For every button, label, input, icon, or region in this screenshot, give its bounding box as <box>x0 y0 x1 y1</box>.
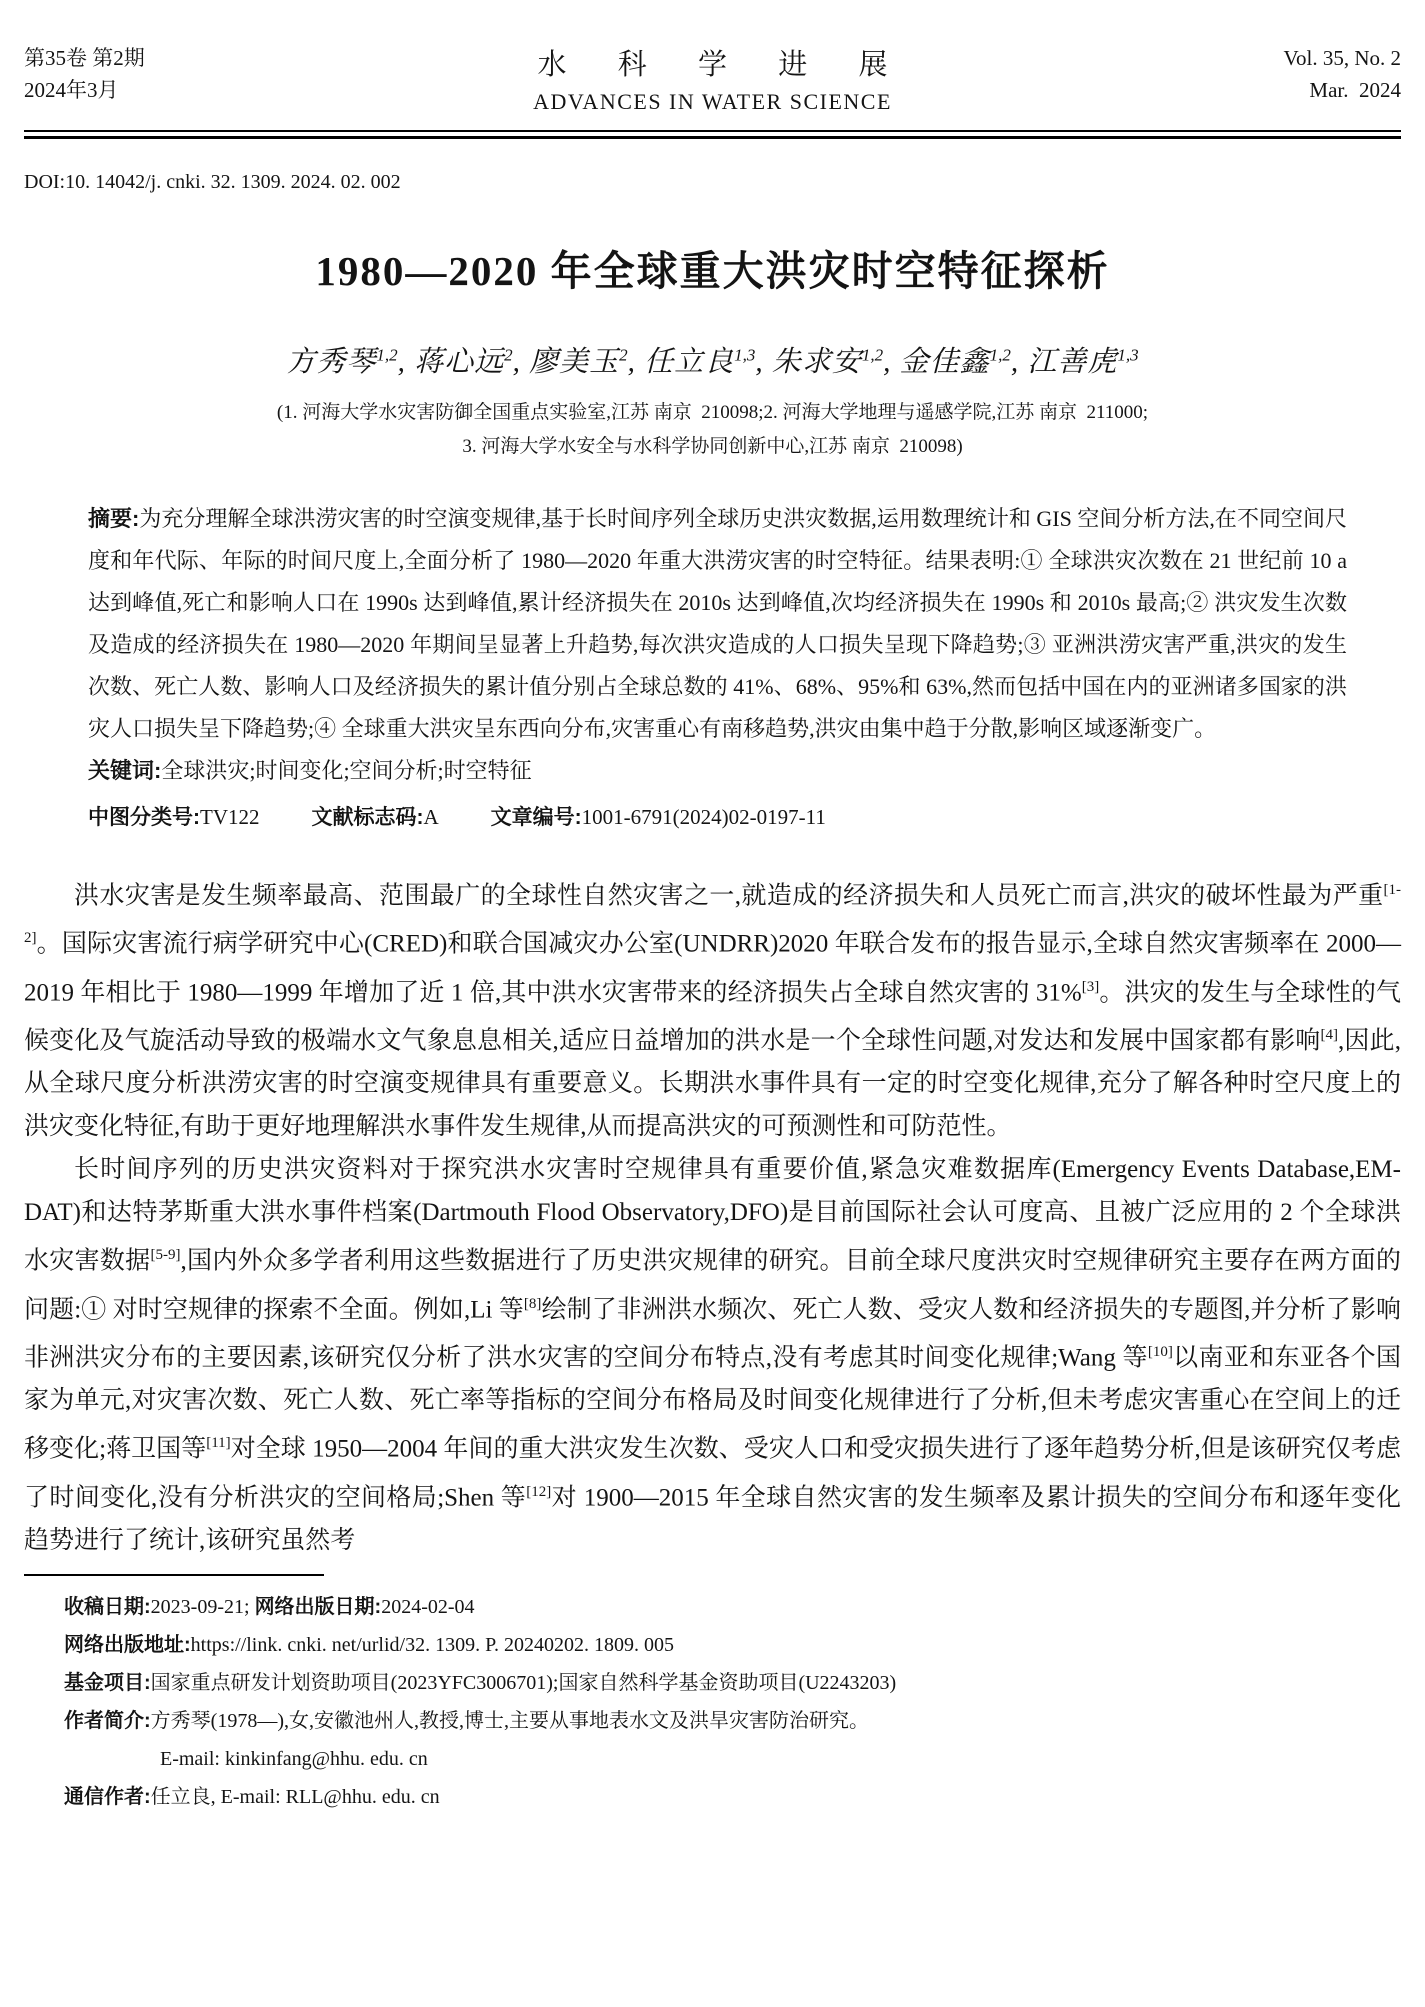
body-text <box>24 869 1401 1562</box>
body-paragraph: 长时间序列的历史洪灾资料对于探究洪水灾害时空规律具有重要价值,紧急灾难数据库(Emergency Events Database,EM-DAT)和达特茅斯重大洪水事件档案(Dartmouth Flood Observatory,DFO)是目前国际社会认可度高、且被广泛应用的 2 个全球洪水灾害数据[5-9],国内外众多学者利用这些数据进行了历史洪灾规律的研究。目前全球尺度洪灾时空规律研究主要存在两方面的问题:① 对时空规律的探索不全面。例如,Li 等[8]绘制了非洲洪水频次、死亡人数、受灾人数和经济损失的专题图,并分析了影响非洲洪灾分布的主要因素,该研究仅分析了洪水灾害的空间分布特点,没有考虑其时间变化规律;Wang 等[10]以南亚和东亚各个国家为单元,对灾害次数、死亡人数、死亡率等指标的空间分布格局及时间变化规律进行了分析,但未考虑灾害重心在空间上的迁移变化;蒋卫国等[11]对全球 1950—2004 年间的重大洪灾发生次数、受灾人口和受灾损失进行了逐年趋势分析,但是该研究仅考虑了时间变化,没有分析洪灾的空间格局;Shen 等[12]对 1900—2015 年全球自然灾害的发生频率及累计损失的空间分布和逐年变化趋势进行了统计,该研究虽然考 <box>24 1156 1401 1554</box>
reference-superscript: [4] <box>1320 1026 1338 1043</box>
reference-superscript: [11] <box>206 1435 231 1452</box>
keywords-text: 全球洪灾;时间变化;空间分析;时空特征 <box>161 758 532 783</box>
doi-line: DOI:10. 14042/j. cnki. 32. 1309. 2024. 02. 002 <box>24 171 401 193</box>
issue-number: 第35卷 第2期 <box>24 46 145 70</box>
footnote-divider <box>24 1574 324 1576</box>
footnote-label: 收稿日期: <box>64 1595 151 1618</box>
reference-superscript: [1-2] <box>24 882 1401 947</box>
author-name: 金佳鑫$^{1,2}$ <box>899 345 1011 378</box>
author-affiliation-superscript: 2 <box>619 345 628 365</box>
clc-number: 中图分类号:TV122 <box>88 805 260 829</box>
reference-superscript: [3] <box>1081 978 1100 995</box>
article-id: 文章编号:1001-6791(2024)02-0197-11 <box>490 805 826 829</box>
footnote-row: E-mail: kinkinfang@hhu. edu. cn <box>160 1747 428 1770</box>
author-affiliation-superscript: 1,2 <box>989 345 1011 365</box>
footnote-row: 通信作者:任立良, E-mail: RLL@hhu. edu. cn <box>64 1785 440 1808</box>
author-affiliation-superscript: 1,2 <box>861 345 884 365</box>
author-name: 江善虎$^{1,3}$ <box>1027 345 1139 378</box>
footnote-label: 通信作者: <box>64 1785 151 1808</box>
reference-superscript: [5-9] <box>150 1247 181 1264</box>
reference-superscript: [12] <box>526 1483 552 1500</box>
classification-row <box>88 794 1347 841</box>
reference-superscript: [10] <box>1147 1343 1173 1360</box>
document-code: 文献标志码:A <box>311 805 439 829</box>
author-name: 朱求安$^{1,2}$ <box>771 345 884 378</box>
footnote-label: 作者简介: <box>64 1709 151 1732</box>
author-affiliation-superscript: 1,3 <box>734 345 756 365</box>
affiliations <box>24 396 1401 464</box>
author-name: 方秀琴$^{1,2}$ <box>286 345 398 378</box>
footnote-row: 网络出版地址:https://link. cnki. net/urlid/32. 1309. P. 20240202. 1809. 005 <box>64 1633 675 1656</box>
author-name: 任立良$^{1,3}$ <box>644 345 756 378</box>
footnote-row: 基金项目:国家重点研发计划资助项目(2023YFC3006701);国家自然科学基金资助项目(U2243203) <box>64 1671 897 1694</box>
footnote-label: 基金项目: <box>64 1671 151 1694</box>
author-name: 廖美玉$^2$ <box>529 345 628 378</box>
journal-title-en: ADVANCES IN WATER SCIENCE <box>533 89 892 114</box>
article-title: 1980—2020 年全球重大洪灾时空特征探析 <box>315 248 1110 294</box>
header-journal-block <box>254 42 1171 115</box>
author-name: 蒋心远$^2$ <box>414 345 513 378</box>
footnote-row: 作者简介:方秀琴(1978—),女,安徽池州人,教授,博士,主要从事地表水文及洪旱灾害防治研究。 <box>64 1709 869 1732</box>
author-affiliation-superscript: 1,3 <box>1117 345 1139 365</box>
abstract <box>88 498 1347 750</box>
issue-date-en: Mar. 2024 <box>1309 78 1401 102</box>
abstract-text: 为充分理解全球洪涝灾害的时空演变规律,基于长时间序列全球历史洪灾数据,运用数理统计和 GIS 空间分析方法,在不同空间尺度和年代际、年际的时间尺度上,全面分析了 1980—2020 年重大洪涝灾害的时空特征。结果表明:① 全球洪灾次数在 21 世纪前 10 a 达到峰值,死亡和影响人口在 1990s 达到峰值,累计经济损失在 2010s 达到峰值,次均经济损失在 1990s 和 2010s 最高;② 洪灾发生次数及造成的经济损失在 1980—2020 年期间呈显著上升趋势,每次洪灾造成的人口损失呈现下降趋势;③ 亚洲洪涝灾害严重,洪灾的发生次数、死亡人数、影响人口及经济损失的累计值分别占全球总数的 41%、68%、95%和 63%,然而包括中国在内的亚洲诸多国家的洪灾人口损失呈下降趋势;④ 全球重大洪灾呈东西向分布,灾害重心有南移趋势,洪灾由集中趋于分散,影响区域逐渐变广。 <box>88 506 1347 741</box>
affiliation-line: 3. 河海大学水安全与水科学协同创新中心,江苏 南京 210098) <box>462 436 963 457</box>
reference-superscript: [8] <box>523 1295 542 1312</box>
author-list: 方秀琴$^{1,2}$, 蒋心远$^2$, 廖美玉$^2$, 任立良$^{1,3}$, 朱求安$^{1,2}$, 金佳鑫$^{1,2}$, 江善虎$^{1,3}$ <box>286 345 1139 378</box>
header-divider <box>24 130 1401 139</box>
footnote-row: 收稿日期:2023-09-21; 网络出版日期:2024-02-04 <box>64 1595 475 1618</box>
header-issue-block <box>24 42 254 106</box>
journal-header <box>24 42 1401 115</box>
author-affiliation-superscript: 1,2 <box>376 345 398 365</box>
issue-date-cn: 2024年3月 <box>24 78 119 102</box>
volume-number-en: Vol. 35, No. 2 <box>1283 46 1401 70</box>
body-paragraph: 洪水灾害是发生频率最高、范围最广的全球性自然灾害之一,就造成的经济损失和人员死亡而言,洪灾的破坏性最为严重[1-2]。国际灾害流行病学研究中心(CRED)和联合国减灾办公室(UNDRR)2020 年联合发布的报告显示,全球自然灾害频率在 2000—2019 年相比于 1980—1999 年增加了近 1 倍,其中洪水灾害带来的经济损失占全球自然灾害的 31%[3]。洪灾的发生与全球性的气候变化及气旋活动导致的极端水文气象息息相关,适应日益增加的洪水是一个全球性问题,对发达和发展中国家都有影响[4],因此,从全球尺度分析洪涝灾害的时空演变规律具有重要意义。长期洪水事件具有一定的时空变化规律,充分了解各种时空尺度上的洪灾变化特征,有助于更好地理解洪水事件发生规律,从而提高洪灾的可预测性和可防范性。 <box>24 882 1401 1141</box>
keywords-label: 关键词: <box>88 758 162 783</box>
journal-title-cn: 水 科 学 进 展 <box>537 49 910 81</box>
header-volume-block <box>1171 42 1401 106</box>
author-affiliation-superscript: 2 <box>504 345 513 365</box>
affiliation-line: (1. 河海大学水灾害防御全国重点实验室,江苏 南京 210098;2. 河海大学地理与遥感学院,江苏 南京 211000; <box>276 402 1149 423</box>
keywords <box>88 750 1347 792</box>
footnote-label: 网络出版日期: <box>254 1595 382 1618</box>
abstract-label: 摘要: <box>88 506 140 531</box>
footnote-block <box>64 1588 1401 1816</box>
footnote-label: 网络出版地址: <box>64 1633 191 1656</box>
